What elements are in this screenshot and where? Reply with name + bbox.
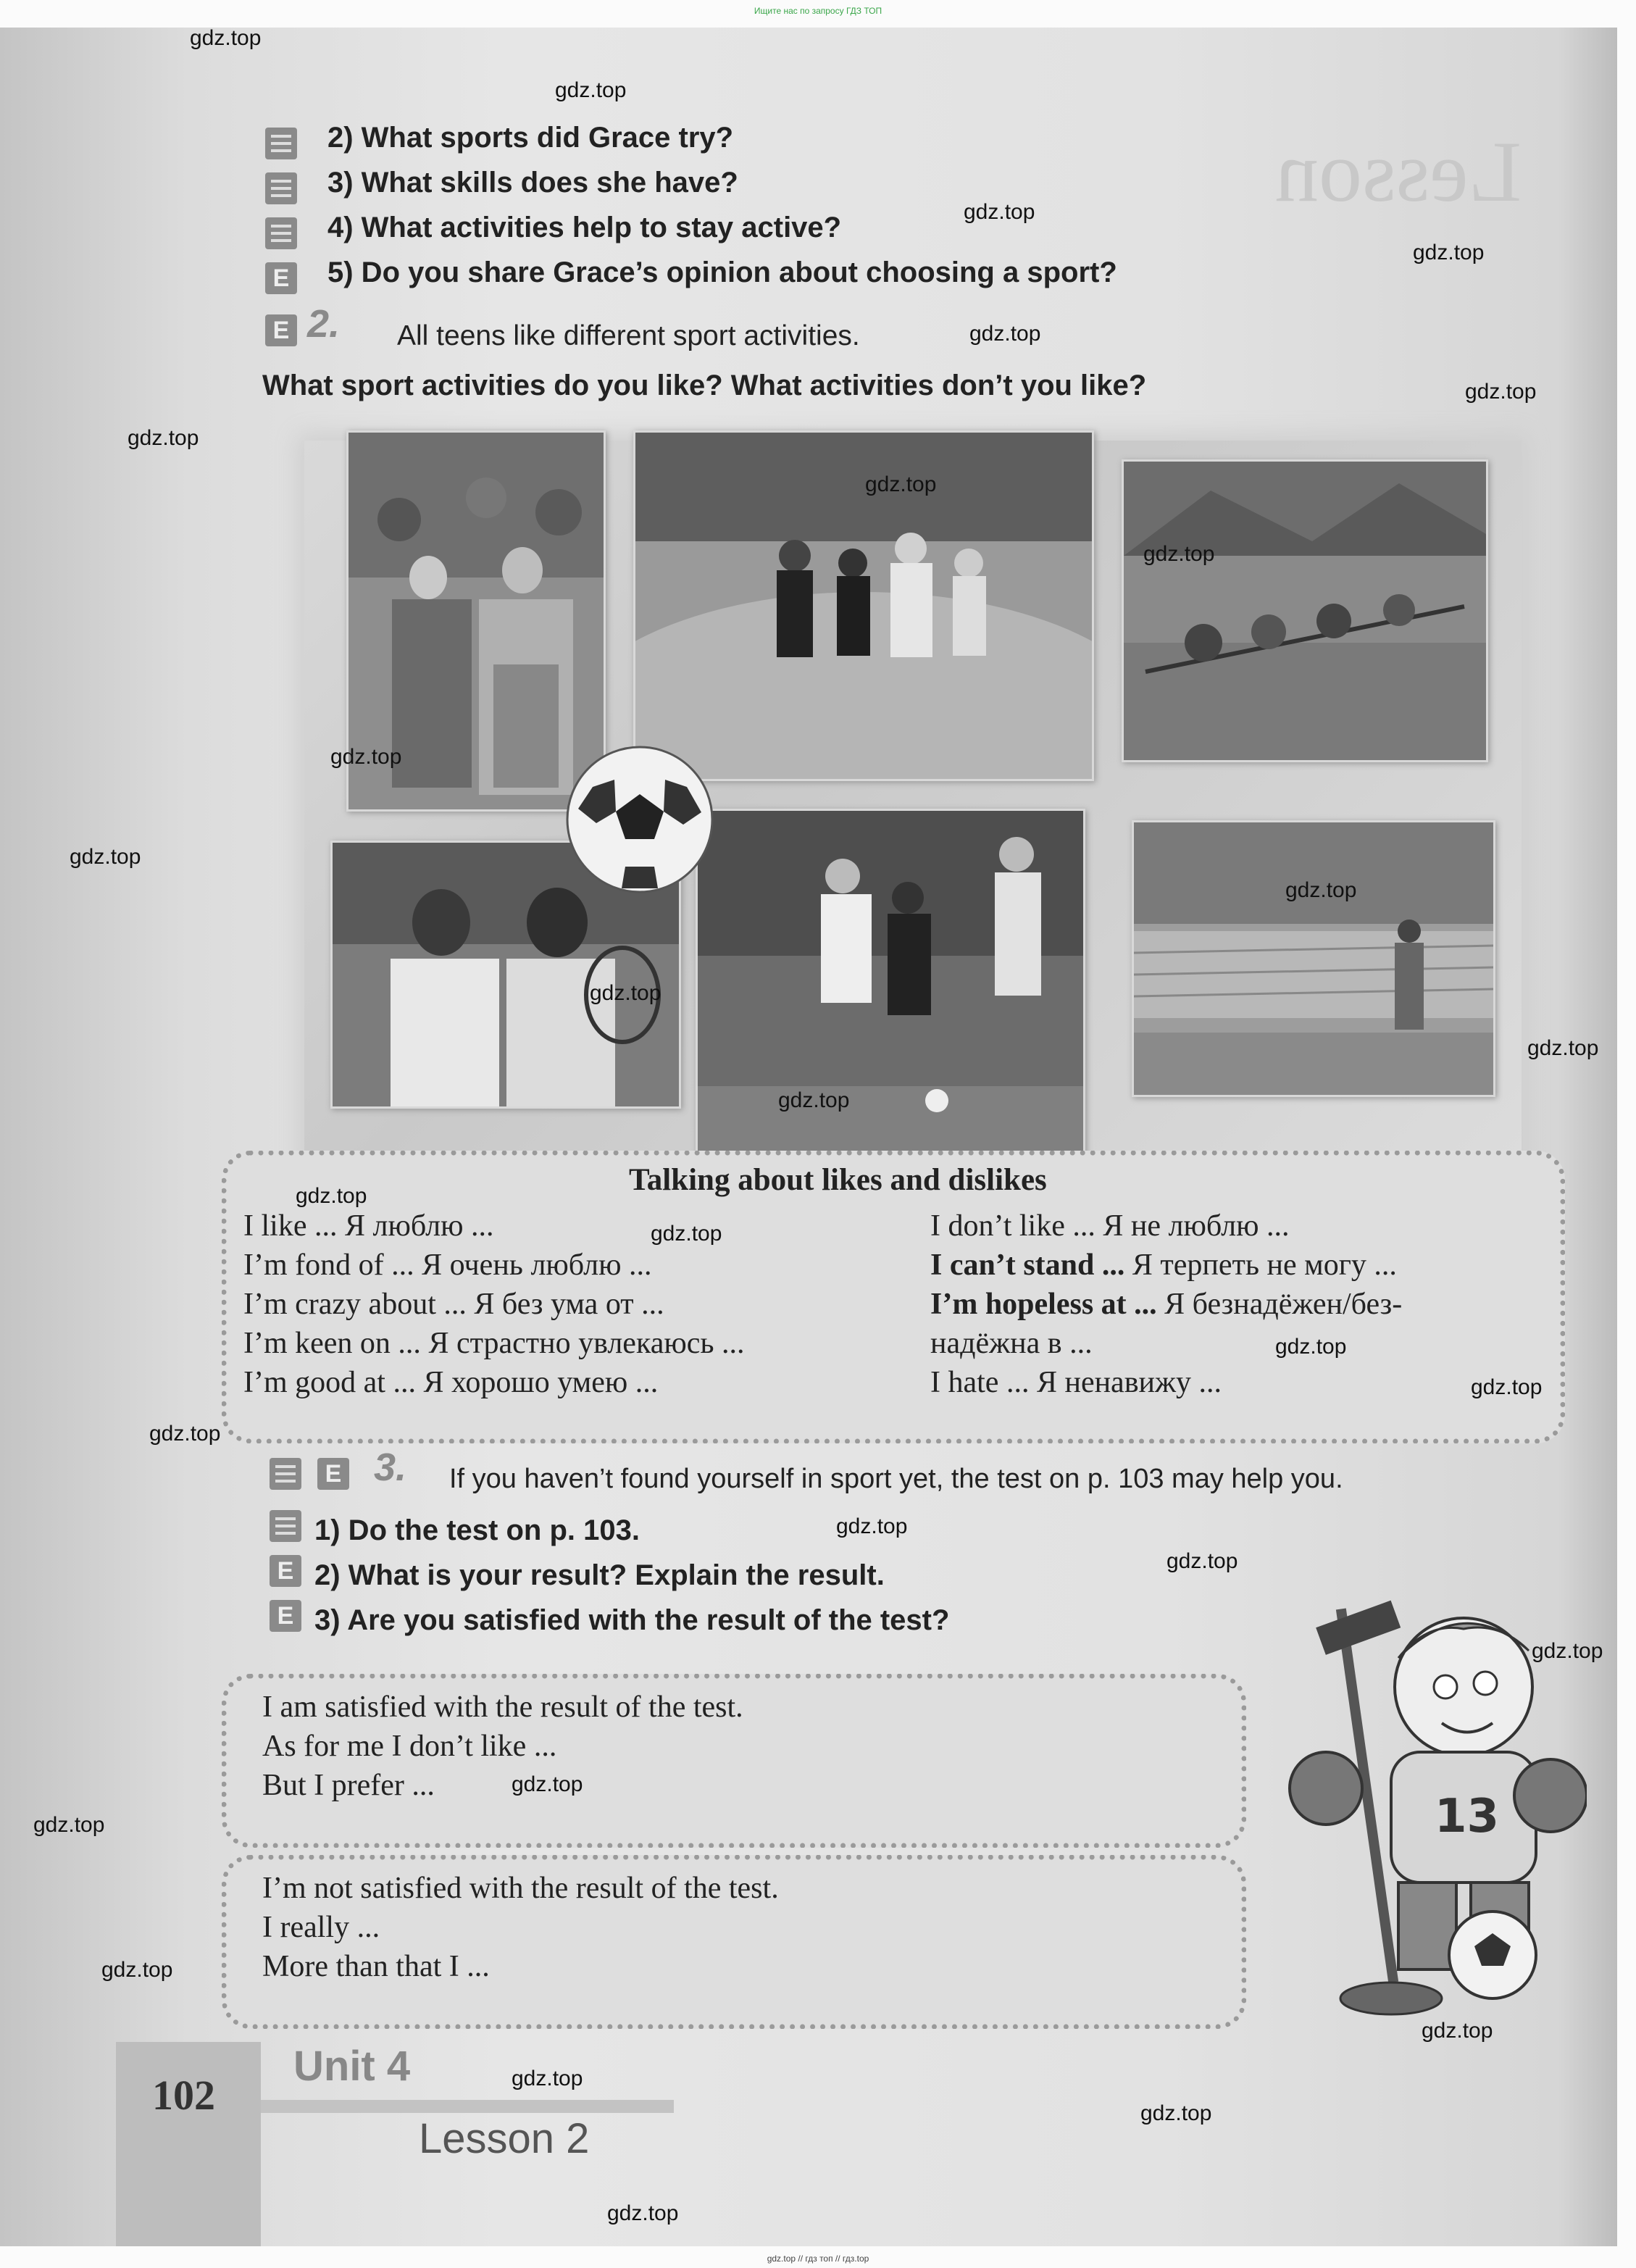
tug-of-war-photo xyxy=(1122,459,1488,762)
watermark: gdz.top xyxy=(296,1184,367,1208)
watermark: gdz.top xyxy=(1285,878,1357,902)
watermark: gdz.top xyxy=(1143,542,1215,566)
watermark: gdz.top xyxy=(590,981,662,1005)
watermark: gdz.top xyxy=(555,78,627,102)
textbook-page xyxy=(0,28,1617,2246)
swimming-pool-photo xyxy=(1132,820,1495,1097)
like-phrase: I’m good at ... Я хорошо умею ... xyxy=(243,1366,659,1399)
read-icon xyxy=(265,128,297,159)
dislike-phrase: I can’t stand ... Я терпеть не могу ... xyxy=(930,1248,1397,1282)
speaking-icon: E xyxy=(265,314,297,346)
football-photo xyxy=(696,809,1085,1165)
read-icon xyxy=(265,217,297,249)
read-icon xyxy=(265,172,297,204)
top-note: Ищите нас по запросу ГДЗ ТОП xyxy=(754,6,882,16)
satisfied-line: As for me I don’t like ... xyxy=(262,1730,557,1763)
soccer-ball-icon xyxy=(564,743,716,896)
watermark: gdz.top xyxy=(101,1958,173,1982)
watermark: gdz.top xyxy=(512,1772,583,1796)
watermark: gdz.top xyxy=(607,2201,679,2225)
like-phrase: I’m keen on ... Я страстно увлекаюсь ... xyxy=(243,1327,745,1360)
watermark: gdz.top xyxy=(1140,2101,1212,2125)
watermark: gdz.top xyxy=(1167,1549,1238,1573)
watermark: gdz.top xyxy=(512,2067,583,2090)
question-4: 4) What activities help to stay active? xyxy=(327,212,842,243)
watermark: gdz.top xyxy=(70,845,141,869)
like-phrase: I’m crazy about ... Я без ума от ... xyxy=(243,1288,664,1321)
watermark: gdz.top xyxy=(1471,1375,1543,1399)
unit-label: Unit 4 xyxy=(293,2043,411,2090)
like-phrase: I’m fond of ... Я очень люблю ... xyxy=(243,1248,652,1282)
basketball-photo xyxy=(633,430,1094,781)
exercise-3-item-1: 1) Do the test on p. 103. xyxy=(314,1514,640,1546)
watermark: gdz.top xyxy=(330,745,402,769)
satisfied-line: But I prefer ... xyxy=(262,1769,435,1802)
watermark: gdz.top xyxy=(1532,1639,1603,1663)
satisfied-line: I am satisfied with the result of the test. xyxy=(262,1690,743,1724)
exercise-2-intro: All teens like different sport activities. xyxy=(397,320,860,351)
watermark: gdz.top xyxy=(1465,380,1537,404)
likes-box-title: Talking about likes and dislikes xyxy=(629,1163,1047,1197)
lesson-label: Lesson 2 xyxy=(419,2115,590,2162)
svg-text:13: 13 xyxy=(1435,1790,1500,1843)
question-5: 5) Do you share Grace’s opinion about choosing a sport? xyxy=(327,257,1117,288)
watermark: gdz.top xyxy=(969,322,1041,346)
watermark: gdz.top xyxy=(128,426,199,450)
exercise-2-number: 2. xyxy=(307,302,341,346)
exercise-3-item-2: 2) What is your result? Explain the result. xyxy=(314,1559,885,1591)
ghost-heading: Lesson xyxy=(1275,123,1522,220)
not-satisfied-line: I really ... xyxy=(262,1911,380,1944)
dislike-phrase: I’m hopeless at ... Я безнадёжен/без- xyxy=(930,1288,1403,1321)
speaking-icon: E xyxy=(317,1458,349,1490)
dislike-phrase: I hate ... Я ненавижу ... xyxy=(930,1366,1222,1399)
watermark: gdz.top xyxy=(33,1813,105,1837)
exercise-2-question: What sport activities do you like? What activities don’t you like? xyxy=(262,370,1147,401)
exercise-3-intro: If you haven’t found yourself in sport yet, the test on p. 103 may help you. xyxy=(449,1464,1343,1494)
page-number-block xyxy=(116,2042,261,2246)
bottom-note: gdz.top // гдз топ // гдз.top xyxy=(767,2254,869,2264)
dislike-phrase: I don’t like ... Я не люблю ... xyxy=(930,1209,1290,1243)
watermark: gdz.top xyxy=(778,1088,850,1112)
watermark: gdz.top xyxy=(190,26,262,50)
watermark: gdz.top xyxy=(836,1514,908,1538)
speaking-icon: E xyxy=(270,1600,301,1632)
question-3: 3) What skills does she have? xyxy=(327,167,738,199)
speaking-icon: E xyxy=(270,1555,301,1587)
read-icon xyxy=(270,1458,301,1490)
question-2: 2) What sports did Grace try? xyxy=(327,122,734,154)
read-icon xyxy=(270,1510,301,1542)
dislike-phrase: надёжна в ... xyxy=(930,1327,1093,1360)
exercise-3-number: 3. xyxy=(374,1446,407,1489)
watermark: gdz.top xyxy=(865,472,937,496)
watermark: gdz.top xyxy=(149,1422,221,1446)
watermark: gdz.top xyxy=(1413,241,1485,264)
page-number: 102 xyxy=(152,2072,215,2119)
watermark: gdz.top xyxy=(964,200,1035,224)
watermark: gdz.top xyxy=(1527,1036,1599,1060)
not-satisfied-line: I’m not satisfied with the result of the test. xyxy=(262,1872,779,1905)
unit-divider xyxy=(261,2100,674,2113)
like-phrase: I like ... Я люблю ... xyxy=(243,1209,494,1243)
speaking-icon: E xyxy=(265,262,297,294)
not-satisfied-line: More than that I ... xyxy=(262,1950,490,1983)
watermark: gdz.top xyxy=(1275,1335,1347,1359)
watermark: gdz.top xyxy=(1422,2019,1493,2043)
watermark: gdz.top xyxy=(651,1222,722,1246)
exercise-3-item-3: 3) Are you satisfied with the result of the test? xyxy=(314,1604,950,1636)
